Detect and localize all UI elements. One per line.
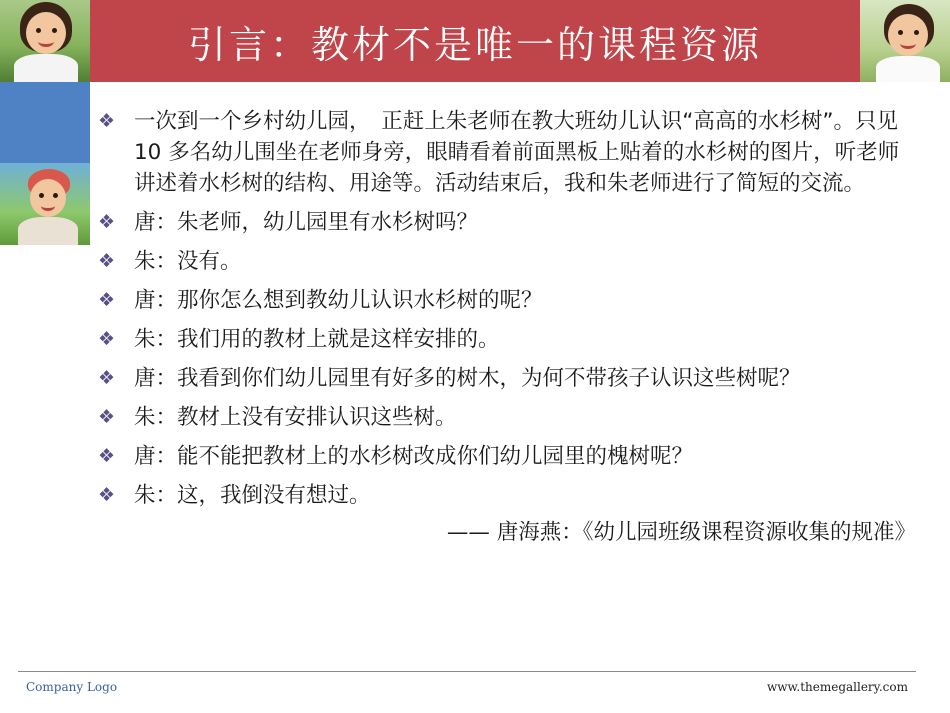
list-item [98,441,920,472]
dialogue-list [98,106,920,548]
item-text: 朱：我们用的教材上就是这样安排的。 [134,327,500,352]
diamond-bullet-icon: ❖ [98,445,116,467]
child-photo-top-left [0,0,90,82]
citation-source: —— 唐海燕：《幼儿园班级课程资源收集的规准》 [446,520,916,545]
item-text: 一次到一个乡村幼儿园， 正赶上朱老师在教大班幼儿认识“高高的水杉树”。只见 10 多名幼儿围坐在老师身旁，眼睛看着前面黑板上贴着的水杉树的图片，听老师讲述着水杉树的结构、用途等。活动结束后，我和朱老师进行了简短的交流。 [134,109,900,196]
item-text: 唐：我看到你们幼儿园里有好多的树木，为何不带孩子认识这些树呢？ [134,366,801,391]
list-item [98,363,920,394]
diamond-bullet-icon: ❖ [98,484,116,506]
diamond-bullet-icon: ❖ [98,289,116,311]
list-item [98,207,920,238]
diamond-bullet-icon: ❖ [98,211,116,233]
item-text: 唐：能不能把教材上的水杉树改成你们幼儿园里的槐树呢？ [134,444,694,469]
item-text: 唐：朱老师，幼儿园里有水杉树吗？ [134,210,479,235]
list-item [98,246,920,277]
child-photo-left [0,163,90,245]
title-banner [90,0,860,82]
item-text: 朱：教材上没有安排认识这些树。 [134,405,457,430]
diamond-bullet-icon: ❖ [98,406,116,428]
website-url: www.themegallery.com [766,680,908,694]
company-logo-text: Company Logo [26,680,118,694]
child-photo-top-right [860,0,950,82]
diamond-bullet-icon: ❖ [98,250,116,272]
item-text: 唐：那你怎么想到教幼儿认识水杉树的呢？ [134,288,543,313]
list-item [98,402,920,433]
item-text: 朱：这，我倒没有想过。 [134,483,371,508]
list-item [98,480,920,511]
diamond-bullet-icon: ❖ [98,110,116,132]
slide-title: 引言：教材不是唯一的课程资源 [187,22,762,67]
list-item [98,106,920,199]
item-text: 朱：没有。 [134,249,242,274]
list-item [98,324,920,355]
side-color-block [0,82,90,163]
diamond-bullet-icon: ❖ [98,367,116,389]
diamond-bullet-icon: ❖ [98,328,116,350]
list-item [98,285,920,316]
footer-divider [18,671,916,672]
